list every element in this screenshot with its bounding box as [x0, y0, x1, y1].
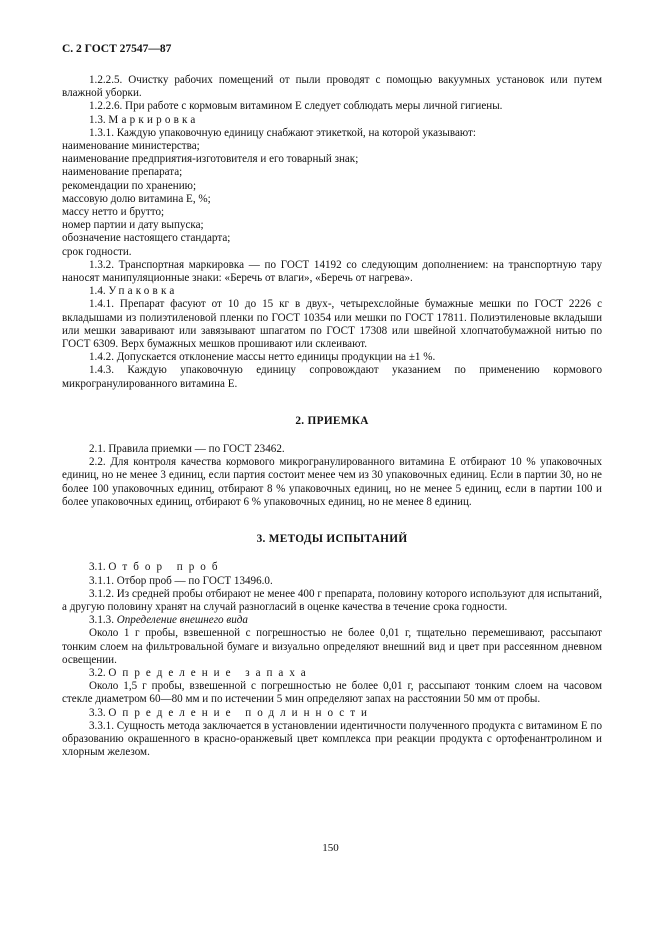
paragraph: 1.3.1. Каждую упаковочную единицу снабжают этикеткой, на которой указывают: — [89, 126, 476, 139]
section-3-content — [62, 561, 602, 759]
paragraph: номер партии и дату выпуска; — [62, 219, 204, 232]
paragraph: 1.2.2.5. Очистку рабочих помещений от пыли проводят с помощью вакуумных установок или путем влажной уборки. — [62, 74, 602, 100]
clause-number: 3.2. — [89, 666, 106, 679]
paragraph: массу нетто и брутто; — [62, 206, 165, 219]
spaced-subheading: Маркировка — [108, 113, 199, 126]
paragraph — [62, 707, 602, 720]
clause-number: 3.3. — [89, 706, 106, 719]
paragraph — [62, 614, 602, 627]
page-header: С. 2 ГОСТ 27547—87 — [62, 43, 172, 55]
spaced-subheading: Отбор проб — [108, 561, 224, 574]
spaced-subheading: Определение запаха — [108, 666, 312, 679]
paragraph — [62, 561, 602, 574]
document-page — [62, 42, 602, 759]
paragraph: 1.4.2. Допускается отклонение массы нетто единицы продукции на ±1 %. — [89, 351, 436, 364]
paragraph: Около 1,5 г пробы, взвешенной с погрешностью не более 0,01 г, рассыпают тонким слоем на часовом стекле диаметром 60—80 мм и по истечении 5 мин определяют запах на расстоянии 50 мм от пробы. — [62, 680, 602, 706]
section-1-content — [62, 74, 602, 391]
page-number: 150 — [322, 842, 339, 854]
paragraph: наименование препарата; — [62, 166, 183, 179]
paragraph: 3.1.2. Из средней пробы отбирают не менее 400 г препарата, половину которого используют для испытаний, а другую половину хранят на случай разногласий в оценке качества в течение срока годности. — [62, 587, 602, 613]
paragraph: Около 1 г пробы, взвешенной с погрешностью не более 0,01 г, тщательно перемешивают, рассыпают тонким слоем на фильтровальной бумаге и визуально определяют внешний вид и цвет при рассеянном дневном освещении. — [62, 627, 602, 666]
paragraph: массовую долю витамина Е, %; — [62, 192, 211, 205]
paragraph — [62, 667, 602, 680]
clause-number: 3.1. — [89, 561, 106, 574]
clause-number: 1.3. — [89, 113, 106, 126]
clause-number: 1.4. — [89, 285, 106, 298]
paragraph: рекомендации по хранению; — [62, 179, 197, 192]
document-body — [62, 74, 602, 759]
paragraph: 1.4.3. Каждую упаковочную единицу сопровождают указанием по применению кормового микрогранулированного витамина Е. — [62, 364, 602, 390]
paragraph: обозначение настоящего стандарта; — [62, 232, 231, 245]
paragraph: 2.1. Правила приемки — по ГОСТ 23462. — [89, 443, 285, 456]
paragraph — [62, 114, 602, 127]
paragraph: наименование министерства; — [62, 140, 200, 153]
paragraph: 1.3.2. Транспортная маркировка — по ГОСТ 14192 со следующим дополнением: на транспортную тару наносят манипуляционные знаки: «Беречь от влаги», «Беречь от нагрева». — [62, 258, 602, 285]
section-title-test-methods: 3. МЕТОДЫ ИСПЫТАНИЙ — [256, 533, 408, 546]
paragraph: 1.2.2.6. При работе с кормовым витамином Е следует соблюдать меры личной гигиены. — [89, 100, 503, 113]
paragraph: срок годности. — [62, 245, 132, 258]
paragraph: наименование предприятия-изготовителя и его товарный знак; — [62, 153, 359, 166]
paragraph: 3.1.1. Отбор проб — по ГОСТ 13496.0. — [89, 574, 273, 587]
spaced-subheading: Определение подлинности — [108, 706, 373, 719]
section-title-acceptance: 2. ПРИЕМКА — [295, 414, 369, 427]
paragraph — [62, 285, 602, 298]
paragraph: 2.2. Для контроля качества кормового микрогранулированного витамина Е отбирают 10 % упаковочных единиц, но не менее 3 единиц, если партия состоит менее чем из 30 упаковочных единиц. Если в партии 30, но не более 100 упаковочных единиц, отбирают 8 % упаковочных единиц, но не менее 5 единиц, если в партии 100 и более упаковочных единиц, отбирают 6 % упаковочных единиц, но не менее 8 единиц. — [62, 456, 602, 508]
clause-number: 3.1.3. — [89, 614, 114, 627]
spaced-subheading: Упаковка — [108, 285, 178, 298]
paragraph: 1.4.1. Препарат фасуют от 10 до 15 кг в двух-, четырехслойные бумажные мешки по ГОСТ 2226 с вкладышами из полиэтиленовой пленки по ГОСТ 10354 или мешки по ГОСТ 17811. Полиэтиленовые вкладыши или мешки заваривают или завязывают шпагатом по ГОСТ 17308 или швейной хлопчатобумажной нитью по ГОСТ 6309. Верх бумажных мешков прошивают или склеивают. — [62, 298, 602, 351]
italic-subheading: Определение внешнего вида — [116, 614, 248, 627]
section-2-content — [62, 443, 602, 509]
paragraph: 3.3.1. Сущность метода заключается в установлении идентичности полученного продукта с витамином Е по образованию окрашенного в красно-оранжевый цвет комплекса при реакции продукта с ортофенантролином и хлорным железом. — [62, 719, 602, 759]
